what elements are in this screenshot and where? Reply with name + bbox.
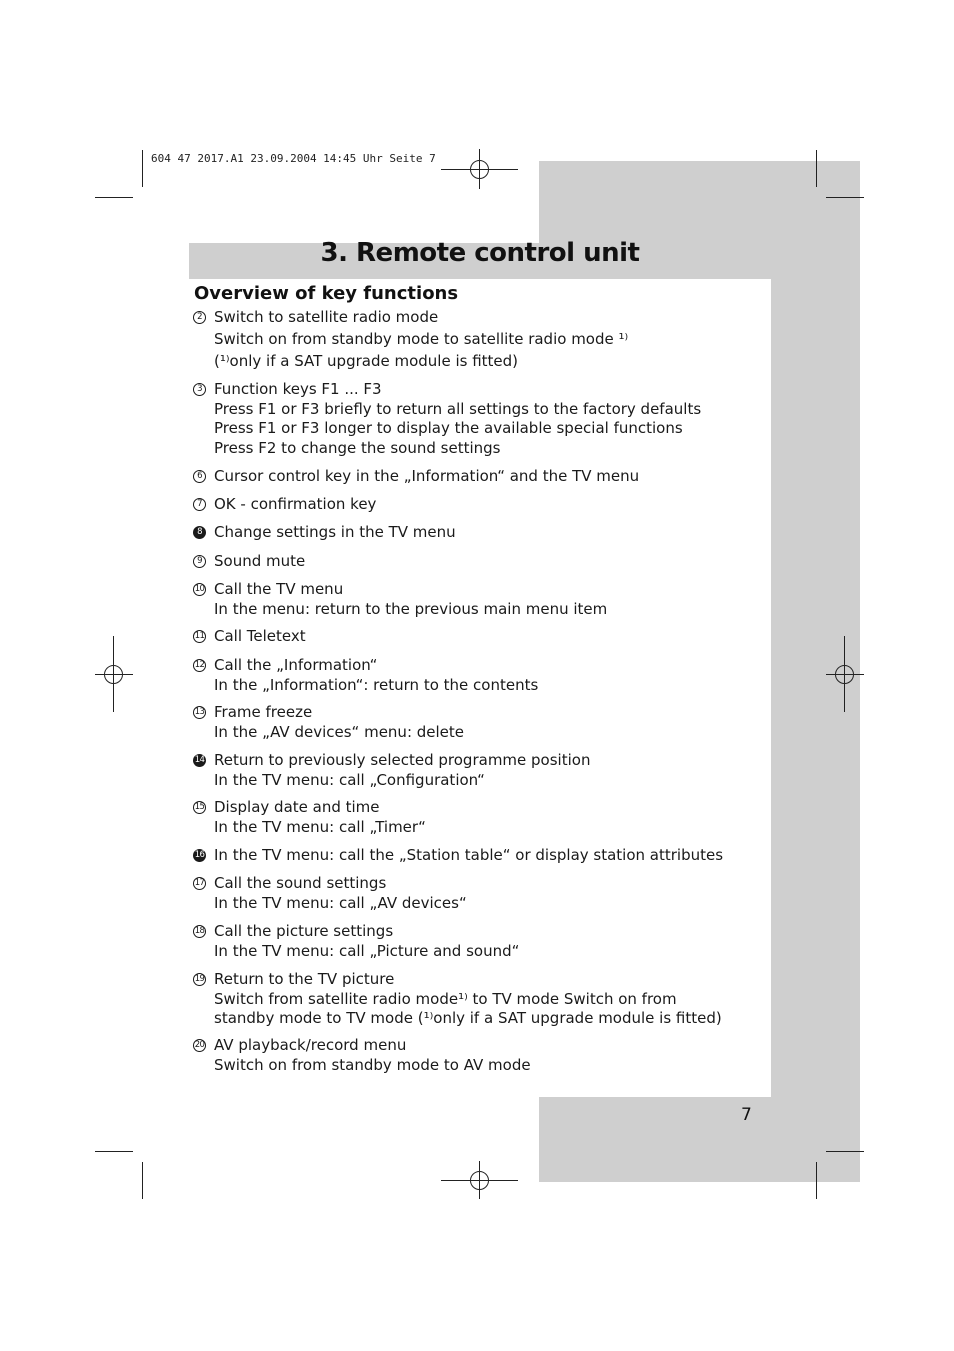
key-entry-20 — [193, 1036, 773, 1075]
key-entry-12 — [193, 656, 773, 695]
key-entry-3 — [193, 380, 773, 458]
key-entry-2 — [193, 308, 773, 372]
entry-line: Frame freeze — [214, 703, 313, 721]
entry-line: Cursor control key in the „Information“ and the TV menu — [214, 467, 640, 485]
entry-line: Press F1 or F3 longer to display the available special functions — [214, 419, 683, 437]
key-number-badge: 13 — [194, 707, 205, 717]
print-slug: 604 47 2017.A1 23.09.2004 14:45 Uhr Seite 7 — [151, 152, 436, 165]
entry-line: In the „AV devices“ menu: delete — [214, 722, 465, 741]
key-number-badge: 11 — [194, 631, 205, 641]
section-subtitle: Overview of key functions — [194, 283, 459, 304]
key-entry-7 — [193, 495, 773, 515]
key-number-badge: 16 — [194, 850, 205, 860]
key-number-badge: 12 — [194, 660, 205, 670]
key-entry-10 — [193, 580, 773, 619]
entry-line: Call the picture settings — [214, 922, 394, 940]
key-number-badge: 15 — [194, 802, 205, 812]
key-number-badge: 2 — [193, 311, 206, 324]
key-number-badge: 6 — [193, 470, 206, 483]
key-entry-13 — [193, 703, 773, 742]
key-entry-15 — [193, 798, 773, 837]
entry-line: Press F2 to change the sound settings — [214, 438, 501, 457]
key-entry-9 — [193, 552, 773, 572]
entry-line: Call Teletext — [214, 627, 306, 645]
entry-line: In the „Information“: return to the contents — [214, 675, 539, 694]
entry-line: Switch on from standby mode to satellite radio mode ¹⁾ — [214, 329, 629, 348]
entry-line: In the TV menu: call „Timer“ — [214, 817, 426, 836]
entry-line: Switch from satellite radio mode¹⁾ to TV mode Switch on from — [214, 989, 677, 1008]
key-entry-11 — [193, 627, 773, 647]
key-entry-18 — [193, 922, 773, 961]
entry-line: Function keys F1 ... F3 — [214, 380, 382, 398]
key-entry-16 — [193, 846, 773, 866]
entry-line: Return to the TV picture — [214, 970, 395, 988]
entry-line: Switch to satellite radio mode — [214, 308, 439, 326]
key-number-badge: 9 — [193, 555, 206, 568]
entry-line: (¹⁾only if a SAT upgrade module is fitted) — [214, 351, 519, 370]
entry-line: AV playback/record menu — [214, 1036, 407, 1054]
entry-line: Call the sound settings — [214, 874, 387, 892]
entry-line: standby mode to TV mode (¹⁾only if a SAT upgrade module is fitted) — [214, 1009, 722, 1027]
key-entry-6 — [193, 467, 773, 487]
page-number: 7 — [741, 1105, 752, 1125]
key-number-badge: 7 — [193, 498, 206, 511]
key-number-badge: 10 — [194, 584, 205, 594]
entry-line: In the TV menu: call „AV devices“ — [214, 893, 467, 912]
key-number-badge: 8 — [193, 526, 206, 539]
entry-line: In the menu: return to the previous main menu item — [214, 599, 608, 618]
grey-frame-bottom — [539, 1097, 860, 1182]
key-entry-17 — [193, 874, 773, 913]
key-entry-8 — [193, 523, 773, 543]
entry-line: In the TV menu: call „Configuration“ — [214, 770, 485, 789]
entry-line: Return to previously selected programme position — [214, 751, 591, 769]
entry-line: OK - confirmation key — [214, 495, 377, 513]
key-number-badge: 3 — [193, 383, 206, 396]
entry-line: Change settings in the TV menu — [214, 523, 456, 541]
key-number-badge: 18 — [194, 926, 205, 936]
entry-line: Switch on from standby mode to AV mode — [214, 1055, 531, 1074]
key-number-badge: 19 — [194, 974, 205, 984]
key-number-badge: 14 — [194, 755, 205, 765]
key-number-badge: 20 — [194, 1040, 205, 1050]
key-entry-14 — [193, 751, 773, 790]
entry-line: Sound mute — [214, 552, 306, 570]
entry-line: In the TV menu: call the „Station table“ or display station attributes — [214, 846, 724, 864]
key-entry-19 — [193, 970, 773, 1029]
entry-line: Press F1 or F3 briefly to return all settings to the factory defaults — [214, 399, 702, 418]
entry-line: Call the TV menu — [214, 580, 344, 598]
key-number-badge: 17 — [194, 878, 205, 888]
entry-line: Call the „Information“ — [214, 656, 378, 674]
entry-line: In the TV menu: call „Picture and sound“ — [214, 941, 520, 960]
entry-line: Display date and time — [214, 798, 380, 816]
page-title: 3. Remote control unit — [320, 238, 640, 268]
